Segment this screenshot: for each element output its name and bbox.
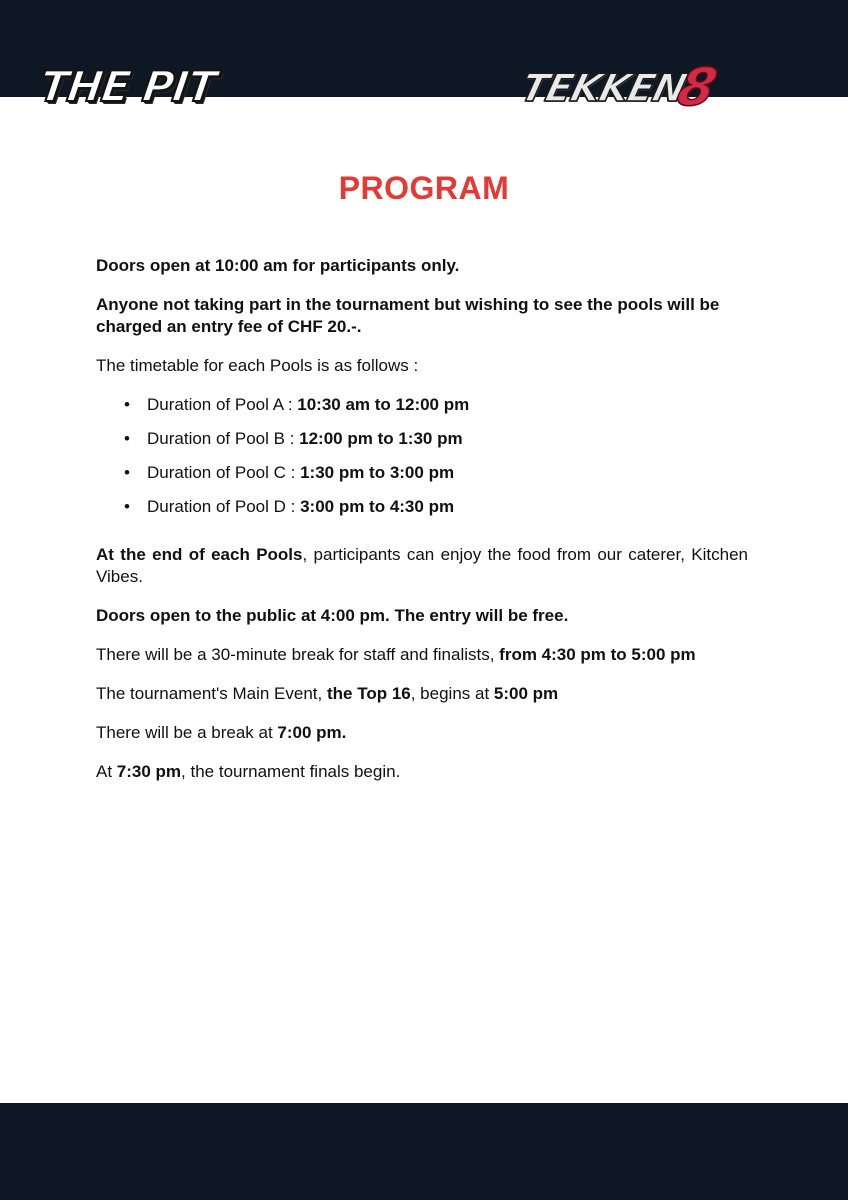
finals-text xyxy=(96,761,748,783)
pool-label: Duration of Pool C : xyxy=(147,463,301,482)
finals-bold: 7:30 pm xyxy=(116,762,182,781)
break-seven-plain: There will be a break at xyxy=(96,723,278,742)
list-item xyxy=(96,394,748,416)
break-staff-bold: from 4:30 pm to 5:00 pm xyxy=(499,645,696,664)
pool-list xyxy=(96,394,748,518)
bullet-icon: • xyxy=(124,497,130,516)
pool-time: 1:30 pm to 3:00 pm xyxy=(300,463,455,482)
tekken-logo-number: 8 xyxy=(671,58,723,118)
program-content xyxy=(96,255,748,800)
pool-time: 12:00 pm to 1:30 pm xyxy=(299,429,463,448)
page-title: PROGRAM xyxy=(338,170,510,206)
doors-participants-text xyxy=(96,255,748,277)
bullet-icon: • xyxy=(124,395,130,414)
list-item xyxy=(96,496,748,518)
list-item xyxy=(96,462,748,484)
bullet-icon: • xyxy=(124,463,130,482)
the-pit-logo: THE PIT xyxy=(36,62,219,111)
main-event-plain-2: , begins at xyxy=(410,684,494,703)
main-event-bold-2: 5:00 pm xyxy=(493,684,559,703)
list-item xyxy=(96,428,748,450)
break-staff-plain: There will be a 30-minute break for staff and finalists, xyxy=(96,645,500,664)
break-staff-text xyxy=(96,644,748,666)
main-event-text xyxy=(96,683,748,705)
public-doors-bold: Doors open to the public at 4:00 pm. The entry will be free. xyxy=(96,606,569,625)
pool-label: Duration of Pool D : xyxy=(147,497,301,516)
timetable-intro: The timetable for each Pools is as follows : xyxy=(96,356,419,375)
finals-plain-1: At xyxy=(96,762,117,781)
pool-label: Duration of Pool A : xyxy=(147,395,298,414)
pool-time: 3:00 pm to 4:30 pm xyxy=(300,497,455,516)
pool-label: Duration of Pool B : xyxy=(147,429,300,448)
entry-fee-text xyxy=(96,294,748,338)
break-seven-text xyxy=(96,722,748,744)
break-seven-bold: 7:00 pm. xyxy=(277,723,347,742)
bullet-icon: • xyxy=(124,429,130,448)
tekken-8-logo xyxy=(516,58,723,118)
pool-time: 10:30 am to 12:00 pm xyxy=(297,395,470,414)
caterer-bold: At the end of each Pools xyxy=(96,545,303,564)
tekken-logo-word: TEKKEN xyxy=(516,66,691,110)
doors-participants-bold: Doors open at 10:00 am for participants only. xyxy=(96,256,460,275)
finals-plain-2: , the tournament finals begin. xyxy=(181,762,401,781)
caterer-rest: , participants can enjoy the food from our caterer, Kitchen Vibes. xyxy=(96,545,749,586)
public-doors-text xyxy=(96,605,748,627)
footer-band xyxy=(0,1103,848,1200)
main-event-bold-1: the Top 16 xyxy=(326,684,411,703)
caterer-text xyxy=(96,544,748,588)
main-event-plain-1: The tournament's Main Event, xyxy=(96,684,327,703)
entry-fee-bold: Anyone not taking part in the tournament but wishing to see the pools will be charged an entry fee of CHF 20.-. xyxy=(96,295,720,336)
